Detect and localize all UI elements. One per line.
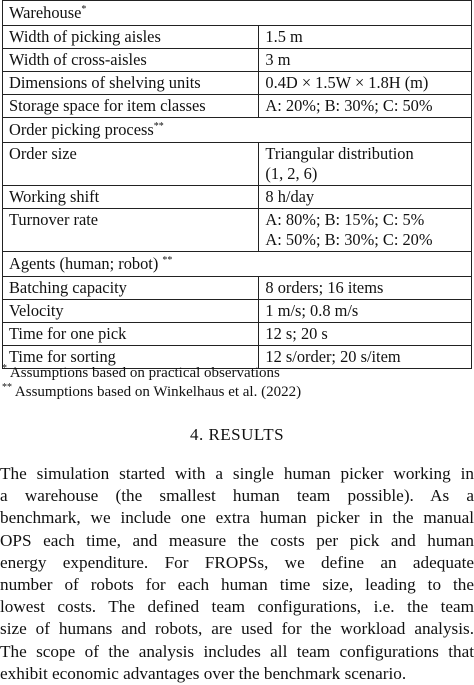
paragraph-line: a warehouse (the smallest human team possible). As a [0, 486, 474, 506]
results-paragraph [0, 463, 474, 685]
table-section-header [3, 1, 472, 26]
footnote-text: Assumptions based on Winkelhaus et al. (2022) [12, 384, 302, 400]
value-cell [259, 300, 472, 323]
section-heading: 4. RESULTS [189, 425, 285, 444]
section-title: Order picking process [9, 120, 154, 139]
parameter-cell: Time for one pick [3, 323, 259, 346]
value-line: 3 m [265, 50, 291, 69]
section-footnote-marker: ** [162, 255, 173, 266]
table-row [3, 72, 472, 95]
paragraph-line: The scope of the analysis includes all team configurations that [0, 641, 474, 661]
paragraph-line: The simulation started with a single human picker working in [0, 464, 474, 483]
table-row [3, 300, 472, 323]
value-line: Triangular distribution [265, 144, 414, 163]
parameter-cell: Batching capacity [3, 277, 259, 300]
value-line: 8 h/day [265, 187, 315, 206]
paragraph-line: benchmark, we include one extra human picker in the manual [0, 508, 474, 528]
table-row [3, 277, 472, 300]
value-line: 1 m/s; 0.8 m/s [265, 301, 359, 320]
parameter-cell: Width of cross-aisles [3, 49, 259, 72]
paragraph-line: exhibit economic advantages over the benchmark scenario. [0, 663, 407, 683]
value-cell [259, 323, 472, 346]
table-row [3, 26, 472, 49]
table-section-header [3, 118, 472, 143]
table-row [3, 323, 472, 346]
parameter-cell: Dimensions of shelving units [3, 72, 259, 95]
section-title-cell [3, 118, 472, 143]
footnote-1 [2, 364, 301, 383]
footnote-marker: ** [2, 382, 12, 393]
section-title-cell [3, 252, 472, 277]
parameter-cell: Velocity [3, 300, 259, 323]
value-line: A: 50%; B: 30%; C: 20% [265, 230, 433, 249]
paragraph-line: size of humans and robots, are used for the workload analysis. [0, 619, 474, 639]
paragraph-line: lowest costs. The defined team configurations, i.e. the team [0, 597, 474, 617]
parameter-cell: Width of picking aisles [3, 26, 259, 49]
value-cell [259, 209, 472, 252]
value-cell [259, 277, 472, 300]
value-line: 1.5 m [265, 27, 303, 46]
value-line: A: 80%; B: 15%; C: 5% [265, 210, 425, 229]
table-row [3, 186, 472, 209]
section-title: Agents (human; robot) [9, 254, 163, 273]
table-footnotes [2, 364, 301, 402]
paragraph-line: OPS each time, and measure the costs per pick and human [0, 530, 474, 550]
value-cell [259, 72, 472, 95]
value-cell [259, 186, 472, 209]
parameter-cell: Working shift [3, 186, 259, 209]
parameters-table [2, 0, 472, 369]
value-cell [259, 143, 472, 186]
section-footnote-marker: * [81, 4, 87, 15]
parameter-cell: Order size [3, 143, 259, 186]
table-row [3, 143, 472, 186]
value-line: 8 orders; 16 items [265, 278, 384, 297]
value-cell [259, 26, 472, 49]
value-line: (1, 2, 6) [265, 164, 318, 183]
value-line: 12 s; 20 s [265, 324, 328, 343]
footnote-2 [2, 383, 301, 402]
table-row [3, 209, 472, 252]
paragraph-line: energy expenditure. For FROPSs, we define an adequate [0, 552, 474, 572]
value-line: A: 20%; B: 30%; C: 50% [265, 96, 433, 115]
section-footnote-marker: ** [153, 121, 164, 132]
table-row [3, 95, 472, 118]
parameter-cell: Turnover rate [3, 209, 259, 252]
footnote-marker: * [2, 363, 7, 374]
section-title: Warehouse [9, 3, 82, 22]
value-line: 12 s/order; 20 s/item [265, 347, 401, 366]
paragraph-line: number of robots for each human time size, leading to the [0, 575, 474, 595]
footnote-text: Assumptions based on practical observations [7, 365, 280, 381]
section-title-cell [3, 1, 472, 26]
parameter-cell: Time for sorting [3, 346, 259, 369]
value-cell [259, 49, 472, 72]
table-row [3, 49, 472, 72]
parameter-cell: Storage space for item classes [3, 95, 259, 118]
value-cell [259, 95, 472, 118]
value-line: 0.4D × 1.5W × 1.8H (m) [265, 73, 429, 92]
table-section-header [3, 252, 472, 277]
